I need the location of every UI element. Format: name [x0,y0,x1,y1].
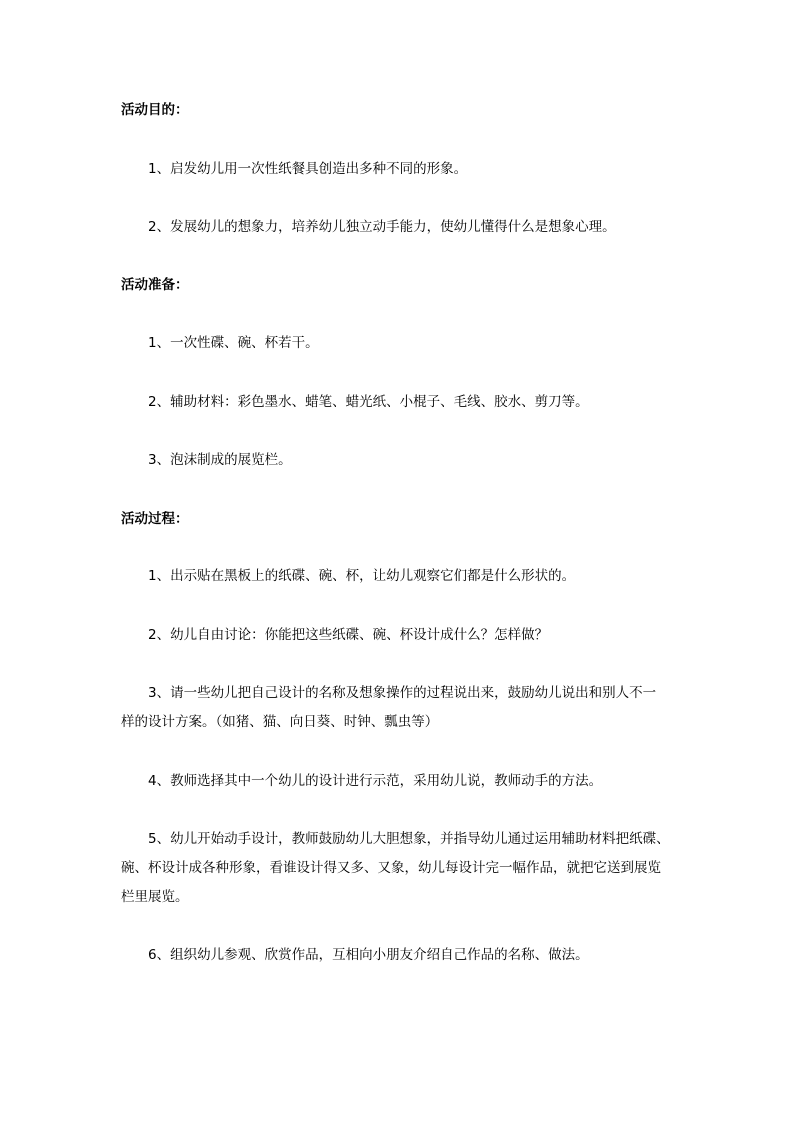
process-item-5-line-1: 5、幼儿开始动手设计，教师鼓励幼儿大胆想象，并指导幼儿通过运用辅助材料把纸碟、 [148,831,670,847]
process-item-5-line-2: 碗、杯设计成各种形象，看谁设计得又多、又象，幼儿每设计完一幅作品，就把它送到展览 [121,860,661,876]
section-heading-process: 活动过程： [121,511,189,527]
section-heading-purpose: 活动目的： [121,102,189,118]
process-item-4: 4、教师选择其中一个幼儿的设计进行示范，采用幼儿说，教师动手的方法。 [148,773,603,789]
process-item-5-line-3: 栏里展览。 [121,889,189,905]
process-item-3-line-2: 样的设计方案。（如猪、猫、向日葵、时钟、瓢虫等） [121,714,439,730]
purpose-item-2: 2、发展幼儿的想象力，培养幼儿独立动手能力，使幼儿懂得什么是想象心理。 [148,219,616,235]
process-item-3-line-1: 3、请一些幼儿把自己设计的名称及想象操作的过程说出来，鼓励幼儿说出和别人不一 [148,685,657,701]
section-heading-preparation: 活动准备： [121,277,189,293]
preparation-item-1: 1、一次性碟、碗、杯若干。 [148,335,319,351]
preparation-item-3: 3、泡沫制成的展览栏。 [148,452,292,468]
preparation-item-2: 2、辅助材料：彩色墨水、蜡笔、蜡光纸、小棍子、毛线、胶水、剪刀等。 [148,394,589,410]
process-item-1: 1、出示贴在黑板上的纸碟、碗、杯，让幼儿观察它们都是什么形状的。 [148,568,576,584]
process-item-6: 6、组织幼儿参观、欣赏作品，互相向小朋友介绍自己作品的名称、做法。 [148,947,589,963]
process-item-2: 2、幼儿自由讨论：你能把这些纸碟、碗、杯设计成什么？怎样做？ [148,627,549,643]
purpose-item-1: 1、启发幼儿用一次性纸餐具创造出多种不同的形象。 [148,161,468,177]
